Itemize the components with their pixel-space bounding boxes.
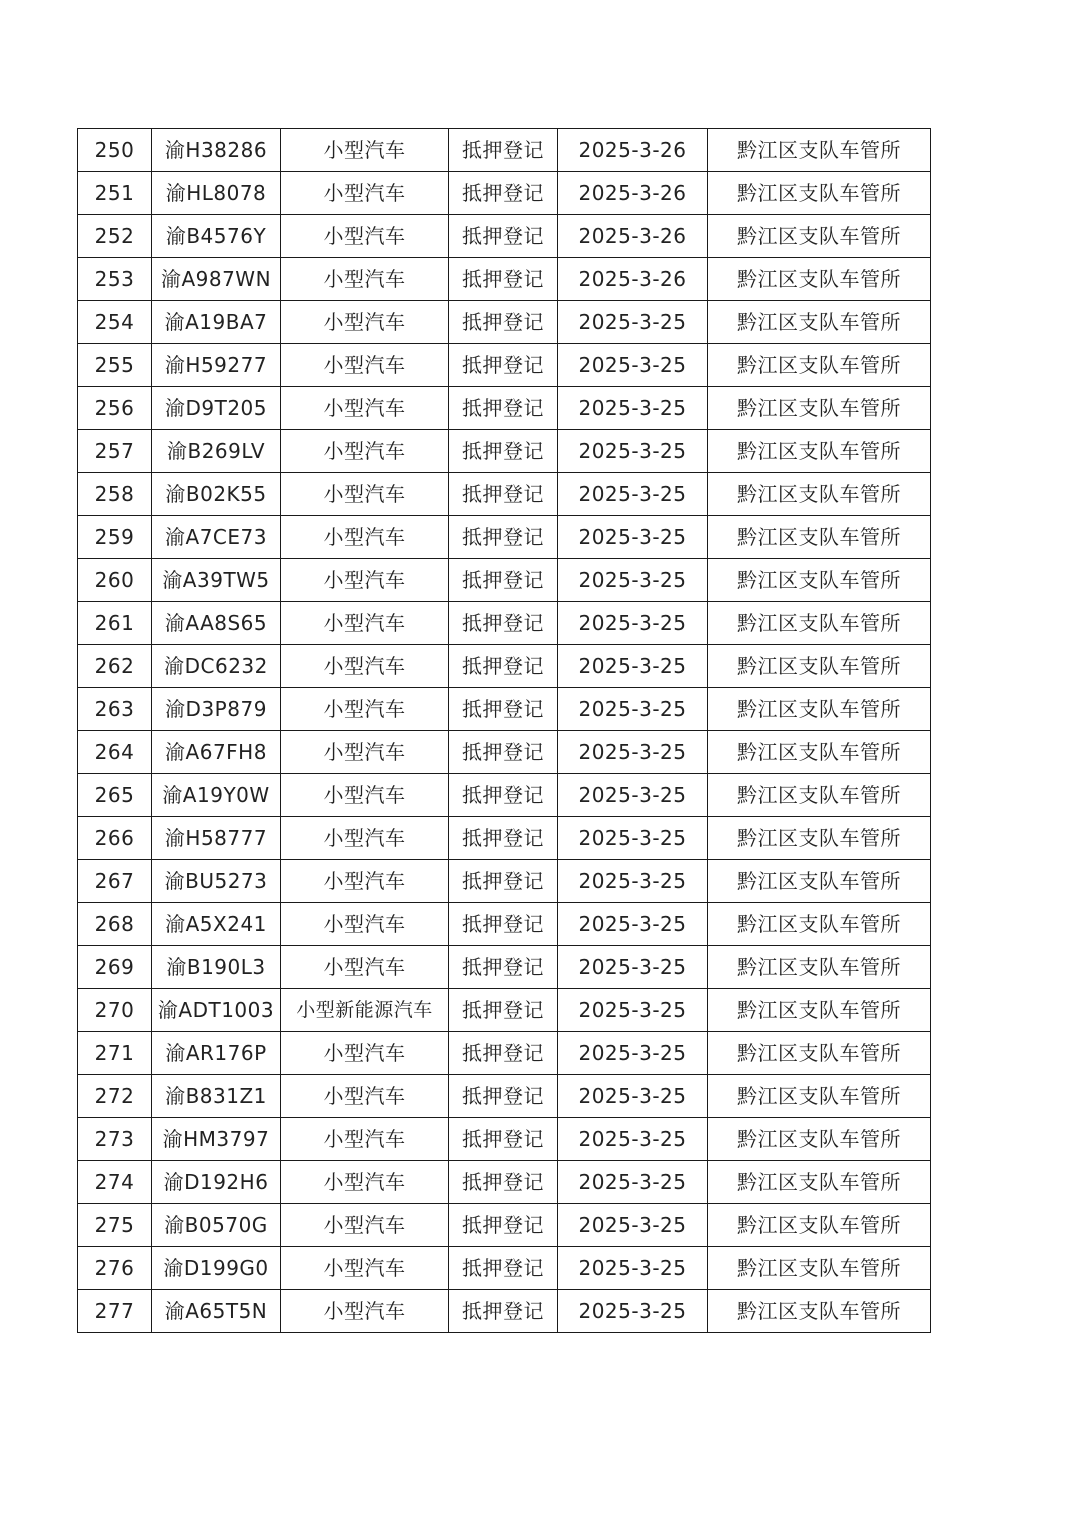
date-cell: 2025-3-25 [558, 645, 708, 688]
office-cell: 黔江区支队车管所 [708, 903, 931, 946]
office-cell: 黔江区支队车管所 [708, 688, 931, 731]
business-type-cell: 抵押登记 [449, 1075, 558, 1118]
vehicle-type-cell: 小型汽车 [281, 731, 449, 774]
row-number-cell: 277 [78, 1290, 152, 1333]
business-type-cell: 抵押登记 [449, 430, 558, 473]
row-number-cell: 266 [78, 817, 152, 860]
table-row [78, 473, 931, 516]
business-type-cell: 抵押登记 [449, 473, 558, 516]
row-number-cell: 276 [78, 1247, 152, 1290]
plate-number-cell: 渝B190L3 [152, 946, 281, 989]
vehicle-type-cell: 小型汽车 [281, 860, 449, 903]
business-type-cell: 抵押登记 [449, 559, 558, 602]
row-number-cell: 268 [78, 903, 152, 946]
vehicle-type-cell: 小型汽车 [281, 1161, 449, 1204]
office-cell: 黔江区支队车管所 [708, 129, 931, 172]
row-number-cell: 250 [78, 129, 152, 172]
vehicle-type-cell: 小型汽车 [281, 129, 449, 172]
office-cell: 黔江区支队车管所 [708, 430, 931, 473]
office-cell: 黔江区支队车管所 [708, 301, 931, 344]
business-type-cell: 抵押登记 [449, 1118, 558, 1161]
business-type-cell: 抵押登记 [449, 989, 558, 1032]
office-cell: 黔江区支队车管所 [708, 860, 931, 903]
plate-number-cell: 渝A19Y0W [152, 774, 281, 817]
vehicle-type-cell: 小型汽车 [281, 215, 449, 258]
table-row [78, 1032, 931, 1075]
row-number-cell: 257 [78, 430, 152, 473]
date-cell: 2025-3-25 [558, 1161, 708, 1204]
vehicle-type-cell: 小型汽车 [281, 817, 449, 860]
vehicle-type-cell: 小型汽车 [281, 387, 449, 430]
vehicle-type-cell: 小型汽车 [281, 430, 449, 473]
business-type-cell: 抵押登记 [449, 129, 558, 172]
office-cell: 黔江区支队车管所 [708, 1290, 931, 1333]
business-type-cell: 抵押登记 [449, 516, 558, 559]
vehicle-type-cell: 小型新能源汽车 [281, 989, 449, 1032]
office-cell: 黔江区支队车管所 [708, 387, 931, 430]
vehicle-type-cell: 小型汽车 [281, 559, 449, 602]
office-cell: 黔江区支队车管所 [708, 602, 931, 645]
office-cell: 黔江区支队车管所 [708, 989, 931, 1032]
vehicle-type-cell: 小型汽车 [281, 903, 449, 946]
plate-number-cell: 渝D9T205 [152, 387, 281, 430]
table-row [78, 516, 931, 559]
date-cell: 2025-3-25 [558, 516, 708, 559]
table-row [78, 989, 931, 1032]
plate-number-cell: 渝BU5273 [152, 860, 281, 903]
office-cell: 黔江区支队车管所 [708, 1075, 931, 1118]
table-row [78, 946, 931, 989]
date-cell: 2025-3-25 [558, 1247, 708, 1290]
table-row [78, 215, 931, 258]
vehicle-type-cell: 小型汽车 [281, 1032, 449, 1075]
date-cell: 2025-3-25 [558, 731, 708, 774]
office-cell: 黔江区支队车管所 [708, 645, 931, 688]
table-row [78, 344, 931, 387]
vehicle-type-cell: 小型汽车 [281, 946, 449, 989]
date-cell: 2025-3-25 [558, 1032, 708, 1075]
business-type-cell: 抵押登记 [449, 172, 558, 215]
plate-number-cell: 渝B269LV [152, 430, 281, 473]
plate-number-cell: 渝A39TW5 [152, 559, 281, 602]
office-cell: 黔江区支队车管所 [708, 1204, 931, 1247]
table-row [78, 1118, 931, 1161]
office-cell: 黔江区支队车管所 [708, 559, 931, 602]
date-cell: 2025-3-25 [558, 1075, 708, 1118]
business-type-cell: 抵押登记 [449, 1247, 558, 1290]
office-cell: 黔江区支队车管所 [708, 1161, 931, 1204]
business-type-cell: 抵押登记 [449, 817, 558, 860]
table-row [78, 731, 931, 774]
plate-number-cell: 渝DC6232 [152, 645, 281, 688]
plate-number-cell: 渝D199G0 [152, 1247, 281, 1290]
row-number-cell: 269 [78, 946, 152, 989]
business-type-cell: 抵押登记 [449, 946, 558, 989]
plate-number-cell: 渝A987WN [152, 258, 281, 301]
table-body [78, 129, 931, 1333]
vehicle-type-cell: 小型汽车 [281, 1290, 449, 1333]
date-cell: 2025-3-25 [558, 989, 708, 1032]
table-row [78, 1204, 931, 1247]
business-type-cell: 抵押登记 [449, 1290, 558, 1333]
office-cell: 黔江区支队车管所 [708, 1118, 931, 1161]
office-cell: 黔江区支队车管所 [708, 215, 931, 258]
office-cell: 黔江区支队车管所 [708, 731, 931, 774]
plate-number-cell: 渝AA8S65 [152, 602, 281, 645]
vehicle-type-cell: 小型汽车 [281, 1075, 449, 1118]
date-cell: 2025-3-25 [558, 1118, 708, 1161]
date-cell: 2025-3-25 [558, 344, 708, 387]
row-number-cell: 273 [78, 1118, 152, 1161]
vehicle-type-cell: 小型汽车 [281, 1204, 449, 1247]
office-cell: 黔江区支队车管所 [708, 344, 931, 387]
row-number-cell: 267 [78, 860, 152, 903]
business-type-cell: 抵押登记 [449, 903, 558, 946]
office-cell: 黔江区支队车管所 [708, 817, 931, 860]
table-row [78, 774, 931, 817]
plate-number-cell: 渝ADT1003 [152, 989, 281, 1032]
table-row [78, 602, 931, 645]
date-cell: 2025-3-25 [558, 602, 708, 645]
plate-number-cell: 渝B0570G [152, 1204, 281, 1247]
date-cell: 2025-3-25 [558, 903, 708, 946]
vehicle-type-cell: 小型汽车 [281, 258, 449, 301]
vehicle-type-cell: 小型汽车 [281, 301, 449, 344]
table-row [78, 1290, 931, 1333]
plate-number-cell: 渝B831Z1 [152, 1075, 281, 1118]
date-cell: 2025-3-25 [558, 387, 708, 430]
date-cell: 2025-3-25 [558, 473, 708, 516]
plate-number-cell: 渝A5X241 [152, 903, 281, 946]
office-cell: 黔江区支队车管所 [708, 516, 931, 559]
plate-number-cell: 渝A7CE73 [152, 516, 281, 559]
office-cell: 黔江区支队车管所 [708, 258, 931, 301]
table-row [78, 860, 931, 903]
office-cell: 黔江区支队车管所 [708, 473, 931, 516]
row-number-cell: 252 [78, 215, 152, 258]
business-type-cell: 抵押登记 [449, 1032, 558, 1075]
plate-number-cell: 渝A19BA7 [152, 301, 281, 344]
plate-number-cell: 渝H38286 [152, 129, 281, 172]
vehicle-type-cell: 小型汽车 [281, 645, 449, 688]
business-type-cell: 抵押登记 [449, 688, 558, 731]
date-cell: 2025-3-25 [558, 817, 708, 860]
vehicle-type-cell: 小型汽车 [281, 1118, 449, 1161]
date-cell: 2025-3-25 [558, 301, 708, 344]
table-row [78, 1247, 931, 1290]
row-number-cell: 261 [78, 602, 152, 645]
date-cell: 2025-3-26 [558, 258, 708, 301]
table-row [78, 688, 931, 731]
row-number-cell: 256 [78, 387, 152, 430]
date-cell: 2025-3-25 [558, 860, 708, 903]
business-type-cell: 抵押登记 [449, 774, 558, 817]
row-number-cell: 270 [78, 989, 152, 1032]
business-type-cell: 抵押登记 [449, 387, 558, 430]
vehicle-type-cell: 小型汽车 [281, 1247, 449, 1290]
table-row [78, 1161, 931, 1204]
date-cell: 2025-3-26 [558, 172, 708, 215]
table-row [78, 258, 931, 301]
plate-number-cell: 渝HM3797 [152, 1118, 281, 1161]
date-cell: 2025-3-25 [558, 430, 708, 473]
row-number-cell: 265 [78, 774, 152, 817]
plate-number-cell: 渝D3P879 [152, 688, 281, 731]
plate-number-cell: 渝H58777 [152, 817, 281, 860]
plate-number-cell: 渝D192H6 [152, 1161, 281, 1204]
office-cell: 黔江区支队车管所 [708, 1247, 931, 1290]
row-number-cell: 263 [78, 688, 152, 731]
vehicle-type-cell: 小型汽车 [281, 688, 449, 731]
office-cell: 黔江区支队车管所 [708, 774, 931, 817]
table-row [78, 1075, 931, 1118]
row-number-cell: 264 [78, 731, 152, 774]
business-type-cell: 抵押登记 [449, 344, 558, 387]
vehicle-type-cell: 小型汽车 [281, 473, 449, 516]
plate-number-cell: 渝AR176P [152, 1032, 281, 1075]
plate-number-cell: 渝HL8078 [152, 172, 281, 215]
row-number-cell: 254 [78, 301, 152, 344]
plate-number-cell: 渝A65T5N [152, 1290, 281, 1333]
office-cell: 黔江区支队车管所 [708, 172, 931, 215]
table-row [78, 559, 931, 602]
row-number-cell: 253 [78, 258, 152, 301]
business-type-cell: 抵押登记 [449, 860, 558, 903]
table-row [78, 387, 931, 430]
table-row [78, 301, 931, 344]
date-cell: 2025-3-26 [558, 215, 708, 258]
business-type-cell: 抵押登记 [449, 645, 558, 688]
date-cell: 2025-3-25 [558, 559, 708, 602]
table-row [78, 645, 931, 688]
date-cell: 2025-3-26 [558, 129, 708, 172]
table-row [78, 817, 931, 860]
plate-number-cell: 渝H59277 [152, 344, 281, 387]
business-type-cell: 抵押登记 [449, 731, 558, 774]
date-cell: 2025-3-25 [558, 946, 708, 989]
row-number-cell: 259 [78, 516, 152, 559]
row-number-cell: 274 [78, 1161, 152, 1204]
business-type-cell: 抵押登记 [449, 301, 558, 344]
row-number-cell: 255 [78, 344, 152, 387]
date-cell: 2025-3-25 [558, 1290, 708, 1333]
date-cell: 2025-3-25 [558, 1204, 708, 1247]
plate-number-cell: 渝B02K55 [152, 473, 281, 516]
row-number-cell: 260 [78, 559, 152, 602]
business-type-cell: 抵押登记 [449, 215, 558, 258]
business-type-cell: 抵押登记 [449, 1204, 558, 1247]
row-number-cell: 258 [78, 473, 152, 516]
row-number-cell: 272 [78, 1075, 152, 1118]
plate-number-cell: 渝B4576Y [152, 215, 281, 258]
date-cell: 2025-3-25 [558, 774, 708, 817]
table-row [78, 129, 931, 172]
table-row [78, 172, 931, 215]
table-row [78, 430, 931, 473]
vehicle-type-cell: 小型汽车 [281, 344, 449, 387]
vehicle-type-cell: 小型汽车 [281, 602, 449, 645]
office-cell: 黔江区支队车管所 [708, 946, 931, 989]
business-type-cell: 抵押登记 [449, 1161, 558, 1204]
table-row [78, 903, 931, 946]
business-type-cell: 抵押登记 [449, 258, 558, 301]
vehicle-type-cell: 小型汽车 [281, 516, 449, 559]
row-number-cell: 251 [78, 172, 152, 215]
vehicle-type-cell: 小型汽车 [281, 774, 449, 817]
vehicle-mortgage-table [77, 128, 931, 1333]
plate-number-cell: 渝A67FH8 [152, 731, 281, 774]
row-number-cell: 275 [78, 1204, 152, 1247]
business-type-cell: 抵押登记 [449, 602, 558, 645]
office-cell: 黔江区支队车管所 [708, 1032, 931, 1075]
date-cell: 2025-3-25 [558, 688, 708, 731]
vehicle-type-cell: 小型汽车 [281, 172, 449, 215]
row-number-cell: 262 [78, 645, 152, 688]
row-number-cell: 271 [78, 1032, 152, 1075]
